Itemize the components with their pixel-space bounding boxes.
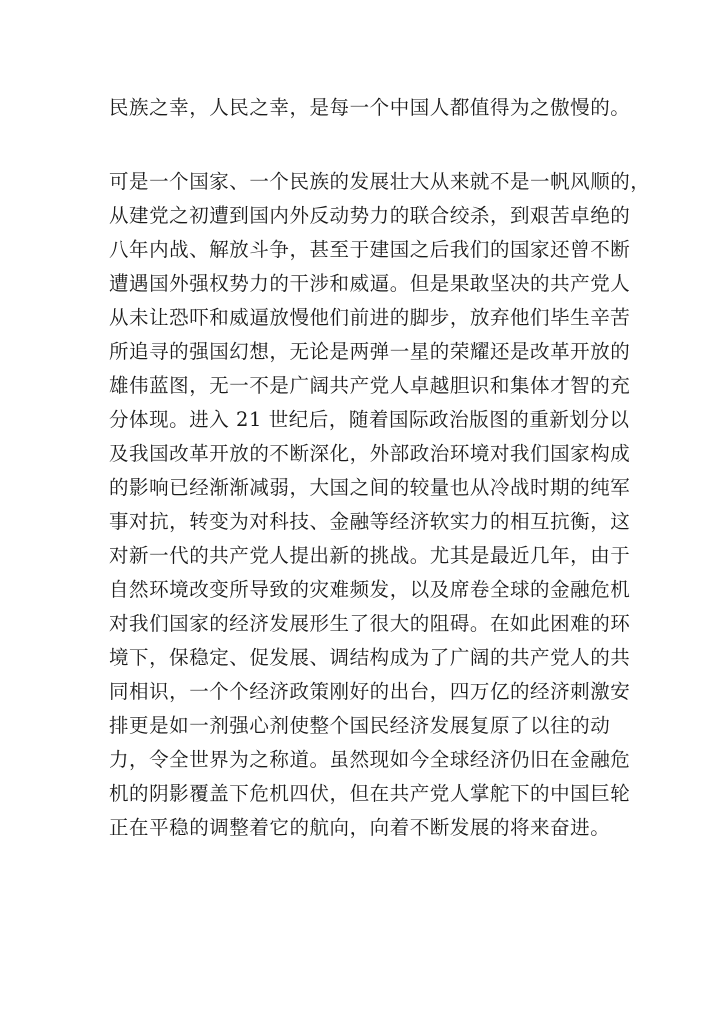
text-line: 从建党之初遭到国内外反动势力的联合绞杀，到艰苦卓绝的 [109, 204, 631, 227]
text-line: 雄伟蓝图，无一不是广阔共产党人卓越胆识和集体才智的充 [109, 374, 631, 397]
paragraph-main [109, 165, 651, 845]
text-line: 遭遇国外强权势力的干涉和威逼。但是果敢坚决的共产党人 [109, 272, 631, 295]
text-line: 对我们国家的经济发展形生了很大的阻碍。在如此困难的环 [109, 612, 631, 635]
text-line: 及我国改革开放的不断深化，外部政治环境对我们国家构成 [109, 442, 631, 465]
text-line: 民族之幸，人民之幸，是每一个中国人都值得为之傲慢的。 [109, 96, 631, 119]
text-line: 机的阴影覆盖下危机四伏，但在共产党人掌舵下的中国巨轮 [109, 782, 631, 805]
text-line: 可是一个国家、一个民族的发展壮大从来就不是一帆风顺的， [109, 170, 651, 193]
text-line: 自然环境改变所导致的灾难频发，以及席卷全球的金融危机 [109, 578, 631, 601]
text-line: 从未让恐吓和威逼放慢他们前进的脚步，放弃他们毕生辛苦 [109, 306, 631, 329]
text-line: 力，令全世界为之称道。虽然现如今全球经济仍旧在金融危 [109, 748, 631, 771]
text-line: 事对抗，转变为对科技、金融等经济软实力的相互抗衡，这 [109, 510, 631, 533]
text-line: 对新一代的共产党人提出新的挑战。尤其是最近几年，由于 [109, 544, 631, 567]
text-line: 境下，保稳定、促发展、调结构成为了广阔的共产党人的共 [109, 646, 631, 669]
text-line: 同相识，一个个经济政策刚好的出台，四万亿的经济刺激安 [109, 680, 631, 703]
text-line: 排更是如一剂强心剂使整个国民经济发展复原了以往的动 [109, 714, 611, 737]
text-line: 分体现。进入 21 世纪后，随着国际政治版图的重新划分以 [109, 408, 630, 431]
text-line: 所追寻的强国幻想，无论是两弹一星的荣耀还是改革开放的 [109, 340, 631, 363]
text-line: 正在平稳的调整着它的航向，向着不断发展的将来奋进。 [109, 816, 611, 839]
text-line: 八年内战、解放斗争，甚至于建国之后我们的国家还曾不断 [109, 238, 631, 261]
text-line: 的影响已经渐渐减弱，大国之间的较量也从冷战时期的纯军 [109, 476, 631, 499]
paragraph-top [109, 91, 629, 125]
